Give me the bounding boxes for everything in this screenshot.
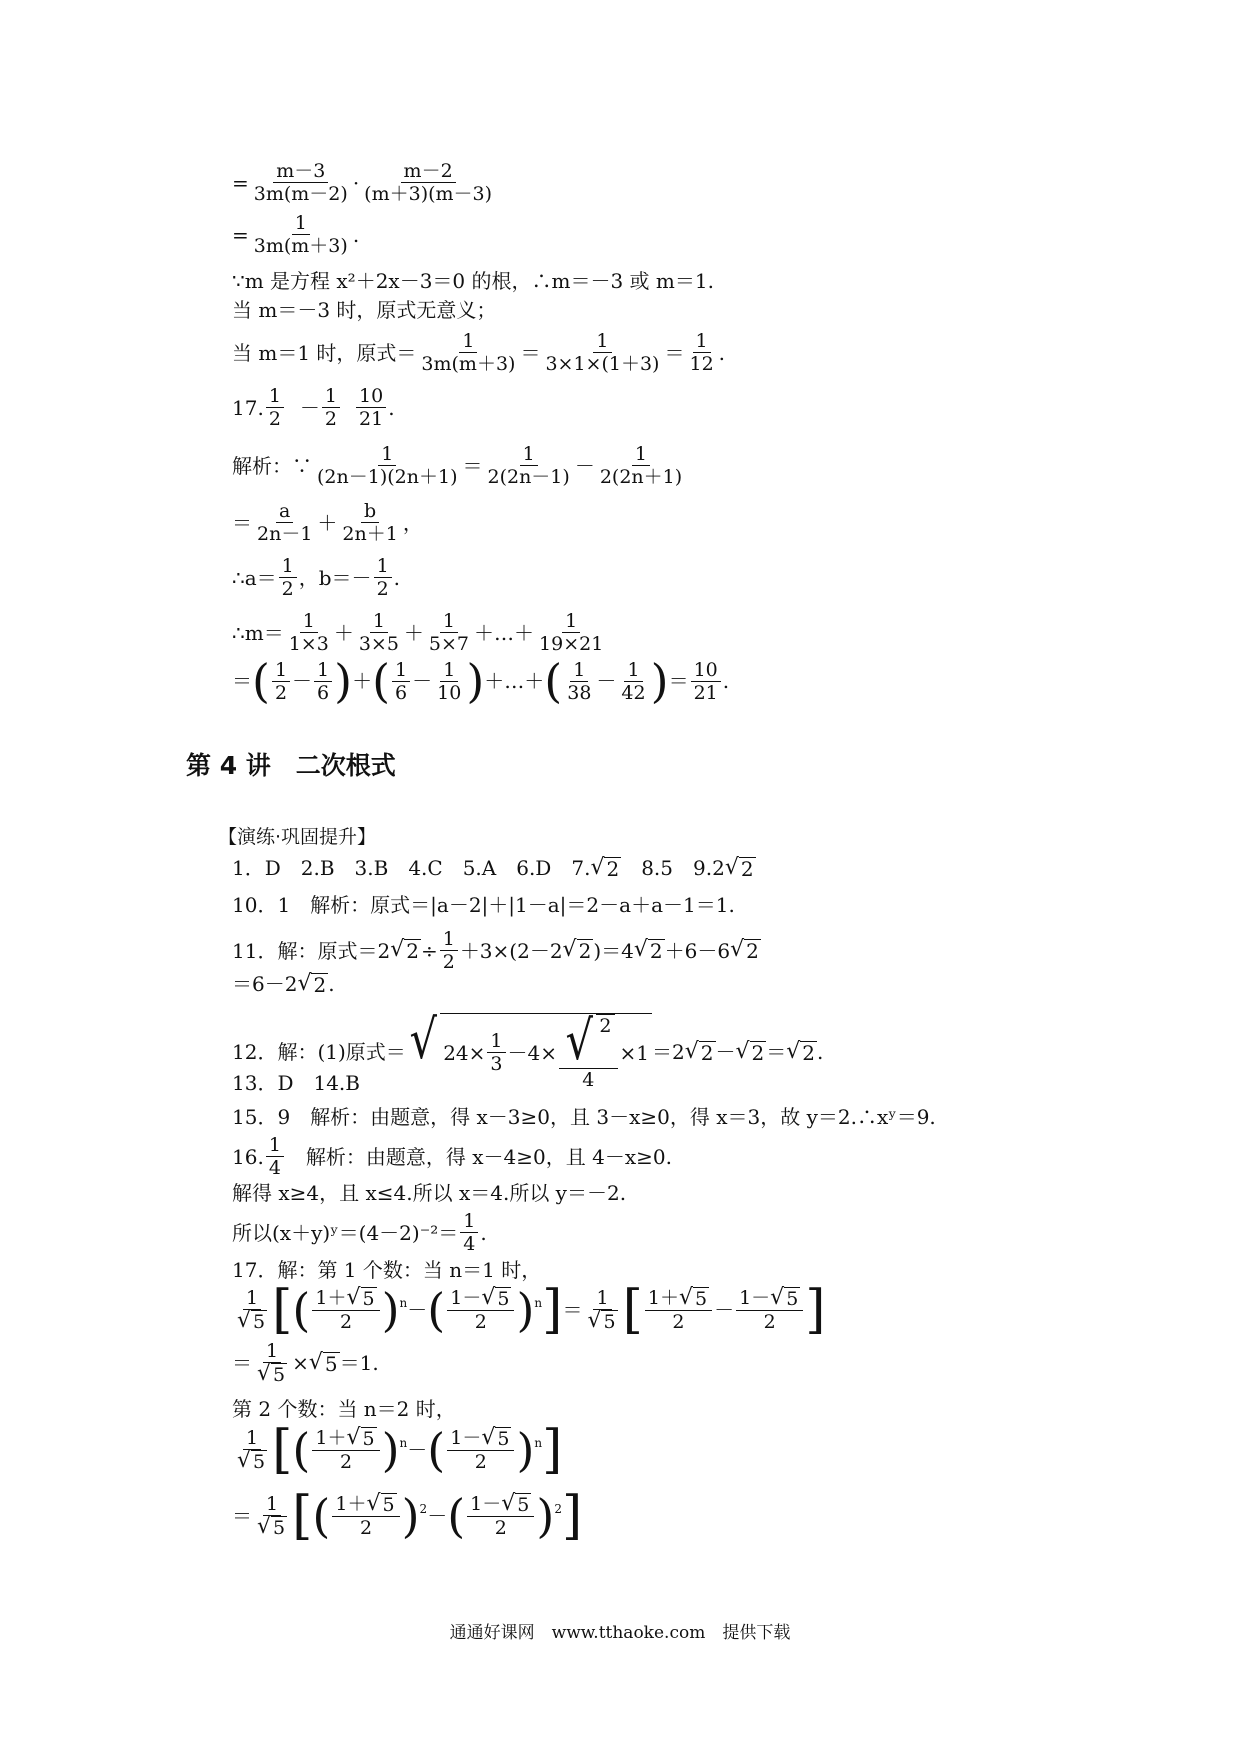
answer-16-step2: 解得 x≥4，且 x≤4.所以 x＝4.所以 y＝－2. xyxy=(232,1181,627,1205)
answer-12: 12．解：(1)原式＝ √ 24× $\frac{1}{3}$ －4× √ 2 4 ×1 ＝2 √ 2 － √ 2 ＝ √ 2 . xyxy=(232,1008,824,1091)
answer-15: 15．9 解析：由题意，得 x－3≥0，且 3－x≥0，得 x＝3，故 y＝2.∴xʸ＝9. xyxy=(232,1105,936,1129)
section-label: 【演练·巩固提升】 xyxy=(218,826,377,848)
analysis-17-line4: ∴m＝ $\frac{1}{1\times 3}$ ＋ $\frac{1}{3\times 5}$ ＋ $\frac{1}{5\times 7}$ ＋…＋ $\frac{1}{19\times 21}$ xyxy=(232,610,604,655)
analysis-17-line3: ∴a＝ $\frac{1}{2}$ ，b＝－ $\frac{1}{2}$ . xyxy=(232,555,401,600)
page-footer: 通通好课网 www.tthaoke.com 提供下载 xyxy=(449,1623,791,1643)
root-condition: ∵m 是方程 x²＋2x－3＝0 的根，∴m＝－3 或 m＝1. xyxy=(232,269,714,293)
answer-10: 10．1 解析：原式＝|a－2|＋|1－a|＝2－a＋a－1＝1. xyxy=(232,893,735,917)
analysis-17-line2: ＝ $\frac{a}{2n-1}$ ＋ $\frac{b}{2n+1}$ ， xyxy=(232,500,423,545)
answer-17: 17. $\frac{1}{2}$ － $\frac{1}{2}$ $\frac{10}{21}$ . xyxy=(232,385,395,430)
expr-line-1: = $\frac{m-3}{3m(m-2)}$ · $\frac{m-2}{(m+3)(m-3)}$ xyxy=(232,160,493,205)
answer-17-intro: 17．解：第 1 个数：当 n＝1 时， xyxy=(232,1258,542,1282)
answer-11: 11．解：原式＝2 √ 2 ÷ $\frac{1}{2}$ ＋3×(2－2 √ 2 )＝4 √ 2 ＋6－6 √ 2 xyxy=(232,928,759,973)
analysis-17-line1: 解析：∵ $\frac{1}{(2n-1)(2n+1)}$ ＝ $\frac{1}{2(2n-1)}$ － $\frac{1}{2(2n+1)}$ xyxy=(232,443,683,488)
answers-1-9: 1．D 2.B 3.B 4.C 5.A 6.D 7. √ 2 8.5 9.2 √ 2 xyxy=(232,854,754,881)
answer-16-step3: 所以(x＋y)ʸ＝(4－2)⁻²＝ $\frac{1}{4}$ . xyxy=(232,1210,487,1255)
answer-17-second: 1 √ 5 [ ( 1＋ √ 5 2 ) n － ( 1－ √ 5 2 ) n ] xyxy=(237,1420,563,1480)
answer-17-first: 1 √ 5 [ ( 1＋ √ 5 2 ) n － ( 1－ √ 5 2 ) n ] ＝ 1 √ 5 [ 1＋ √ 5 2 － 1－ √ 5 2 ] xyxy=(237,1280,826,1340)
lesson-heading: 第 4 讲 二次根式 xyxy=(186,751,396,780)
case-m-1: 当 m＝1 时，原式＝ $\frac{1}{3m(m+3)}$ ＝ $\frac{1}{3\times 1\times(1+3)}$ ＝ $\frac{1}{12}$ . xyxy=(232,330,726,375)
answers-13-14: 13．D 14.B xyxy=(232,1071,360,1095)
answer-17-first-result: ＝ 1 √ 5 × √ 5 ＝1. xyxy=(232,1340,379,1386)
answer-17-second-step: ＝ 1 √ 5 [ ( 1＋ √ 5 2 ) 2 － ( 1－ √ 5 2 ) 2 ] xyxy=(232,1486,583,1546)
analysis-17-line5: ＝ ( $\frac{1}{2}$ － $\frac{1}{6}$ ) ＋ ( $\frac{1}{6}$ － $\frac{1}{10}$ ) ＋…＋ ( $\frac{1}{38}$ － $\frac{1}{42}$ ) ＝ $\frac{10}{21}$ . xyxy=(232,654,730,708)
expr-line-2: = $\frac{1}{3m(m+3)}$ . xyxy=(232,212,360,257)
answer-17-second-intro: 第 2 个数：当 n＝2 时， xyxy=(232,1397,456,1421)
case-m-minus3: 当 m＝－3 时，原式无意义； xyxy=(232,298,497,322)
answer-11-result: ＝6－2 √ 2 . xyxy=(232,970,335,997)
answer-16: 16. $\frac{1}{4}$ 解析：由题意，得 x－4≥0，且 4－x≥0. xyxy=(232,1134,672,1179)
